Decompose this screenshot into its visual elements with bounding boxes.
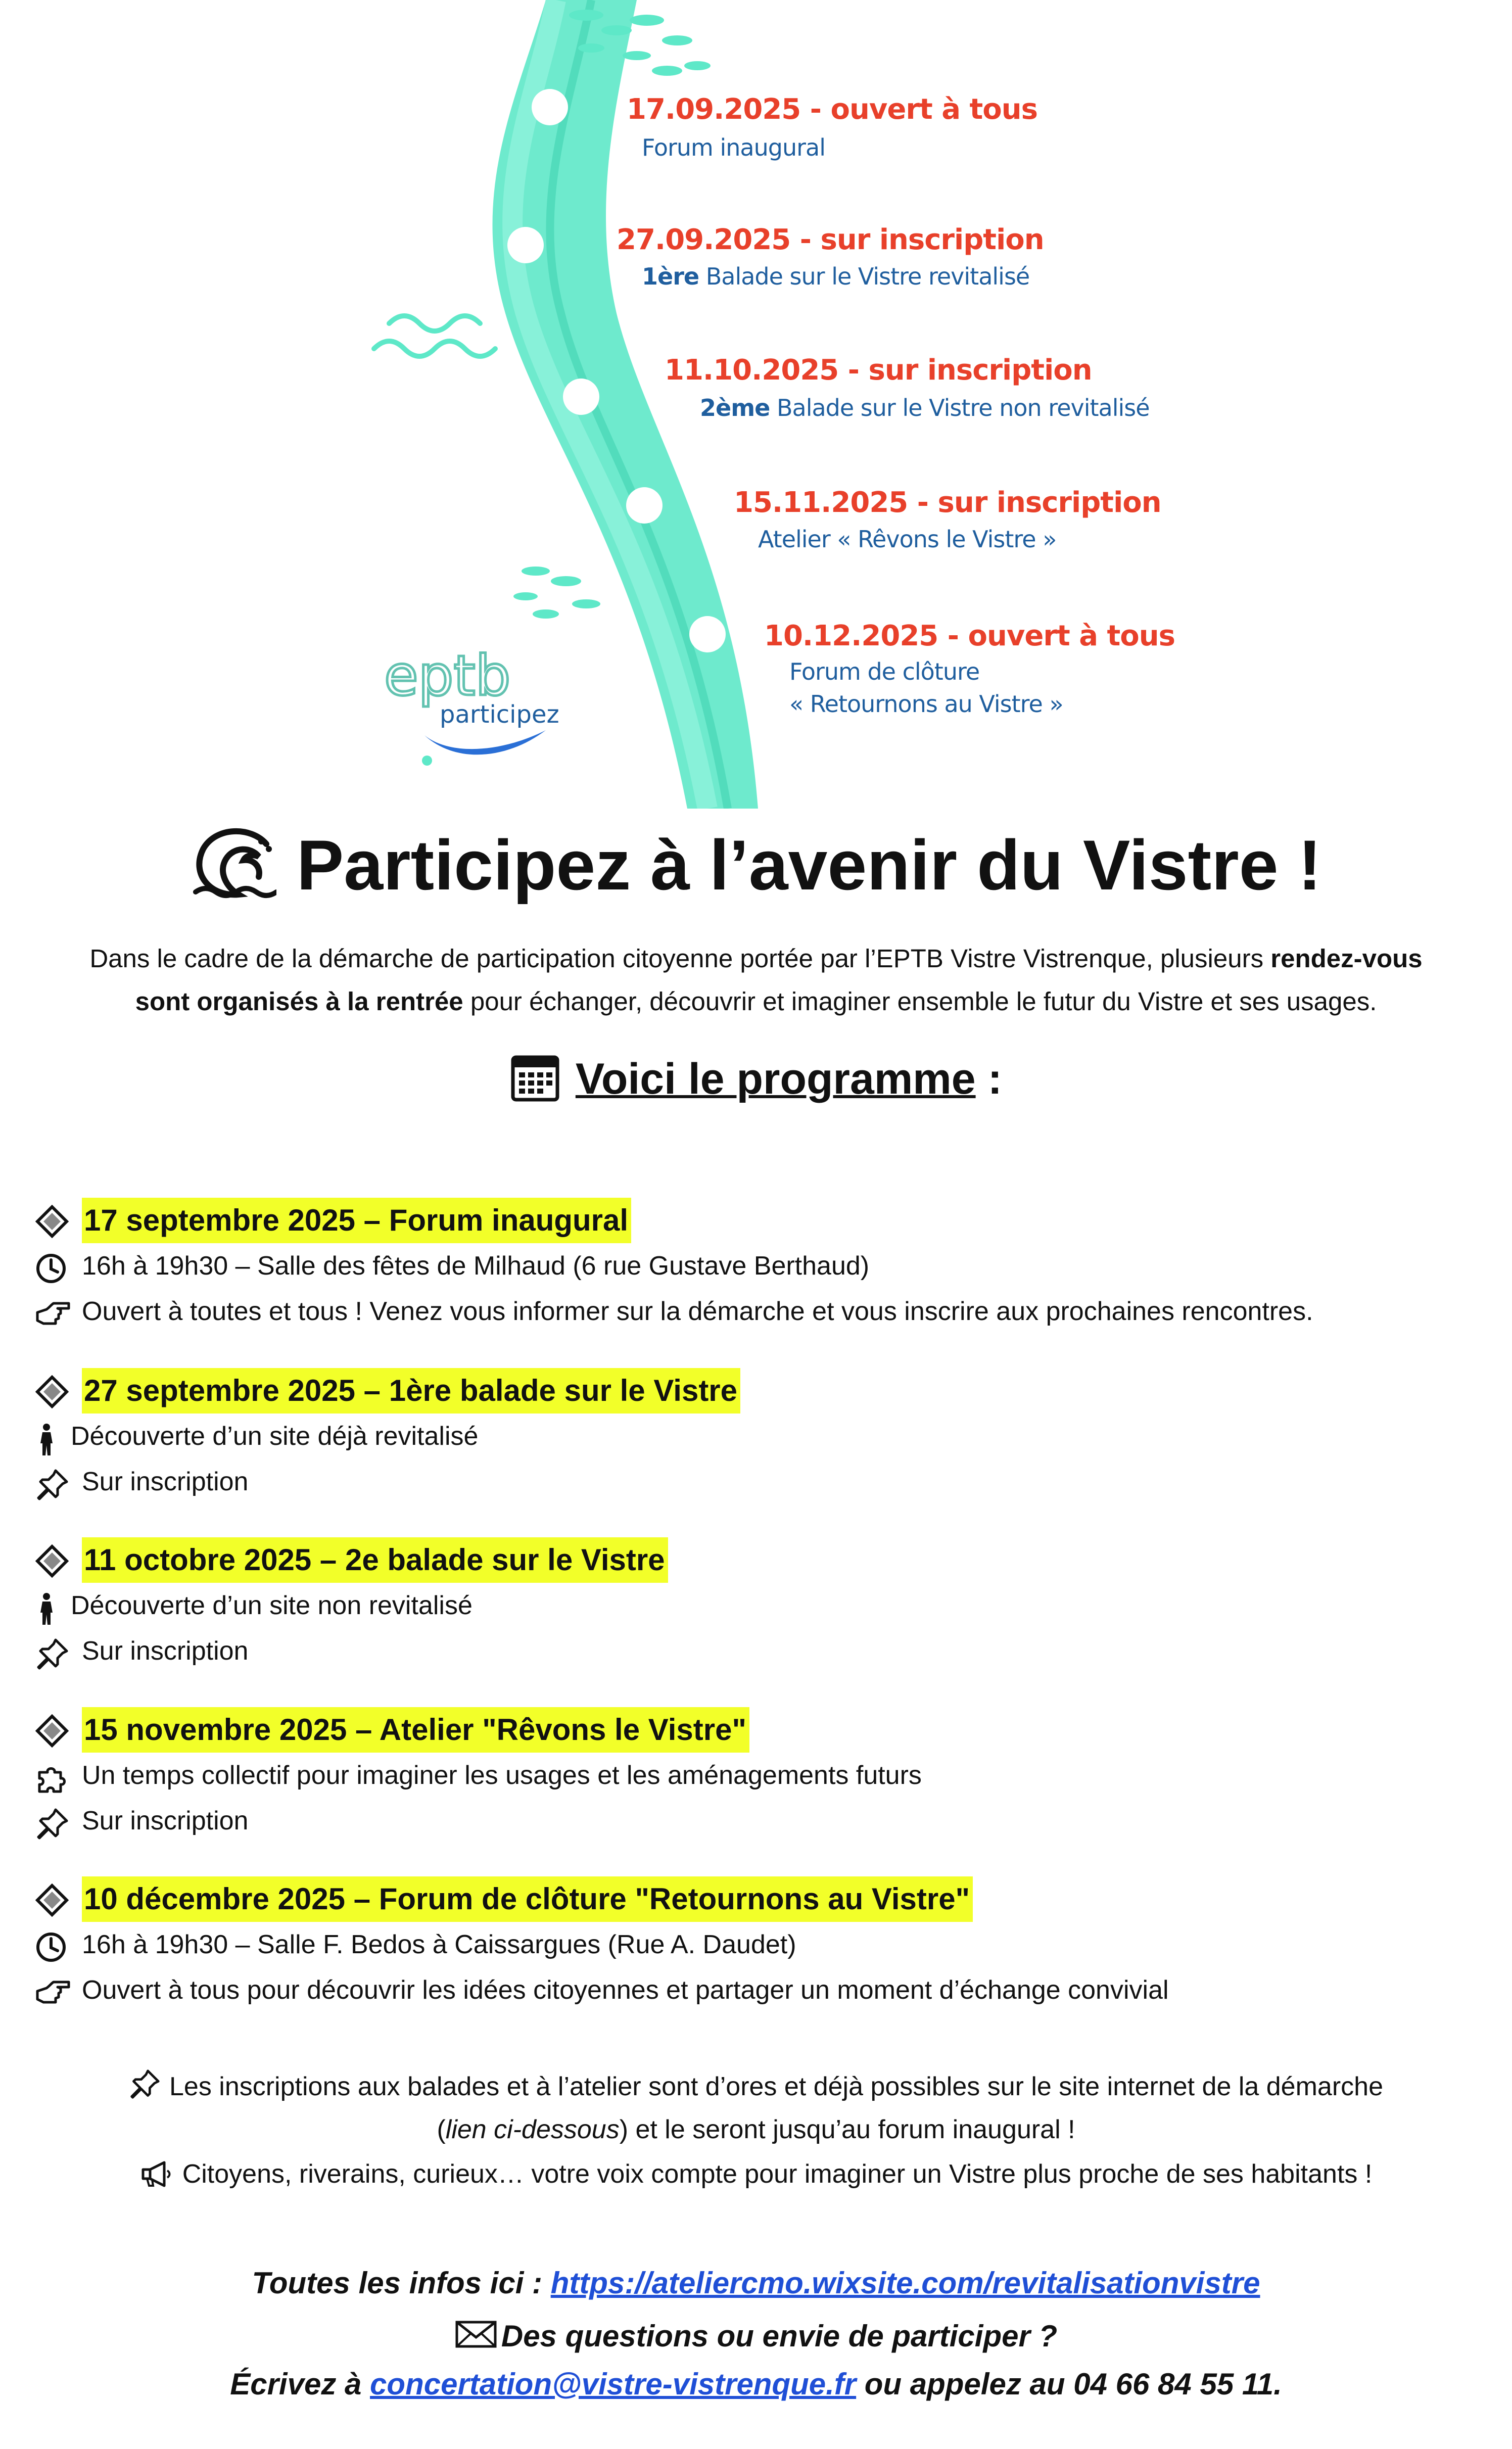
program-title-text: Voici le programme <box>575 1055 976 1103</box>
pushpin-icon <box>35 1638 69 1671</box>
timeline-sub-2: 1ère Balade sur le Vistre revitalisé <box>642 263 1030 290</box>
intro-line-2: sont organisés à la rentrée pour échanger, découvrir et imaginer ensemble le futur du Vistre et ses usages. <box>135 987 1377 1016</box>
timeline-sub-5: Forum de clôture <box>789 658 980 685</box>
note-registrations: Les inscriptions aux balades et à l’atelier sont d’ores et déjà possibles sur le site internet de la démarche <box>0 2064 1512 2109</box>
note-registrations-2: (lien ci-dessous) et le seront jusqu’au forum inaugural ! <box>437 2115 1075 2144</box>
timeline-date-2: 27.09.2025 - sur inscription <box>617 223 1044 256</box>
program-title: Voici le programme : <box>0 1051 1512 1107</box>
walking-person-icon <box>35 1423 58 1456</box>
calendar-icon <box>510 1052 560 1103</box>
note-citizens: Citoyens, riverains, curieux… votre voix compte pour imaginer un Vistre plus proche de ses habitants ! <box>0 2152 1512 2196</box>
timeline-sub-3: 2ème Balade sur le Vistre non revitalisé <box>700 394 1150 421</box>
intro-line-1: Dans le cadre de la démarche de participation citoyenne portée par l’EPTB Vistre Vistrenque, plusieurs rendez-vous <box>89 944 1423 973</box>
email-link[interactable]: concertation@vistre-vistrenque.fr <box>370 2367 857 2401</box>
envelope-icon <box>455 2319 497 2349</box>
logo-word-participez: participez <box>440 700 559 729</box>
diamond-icon <box>35 1883 69 1917</box>
megaphone-icon <box>140 2160 173 2188</box>
timeline-date-3: 11.10.2025 - sur inscription <box>665 354 1092 387</box>
diamond-icon <box>35 1375 69 1408</box>
pushpin-icon <box>35 1808 69 1841</box>
diamond-icon <box>35 1205 69 1238</box>
timeline-date-4: 15.11.2025 - sur inscription <box>734 486 1161 519</box>
pushpin-icon <box>35 1469 69 1502</box>
puzzle-icon <box>35 1762 69 1796</box>
diamond-icon <box>35 1544 69 1578</box>
page-title <box>0 824 1512 906</box>
footer-infos: Toutes les infos ici : https://ateliercmo.wixsite.com/revitalisationvistre <box>252 2266 1260 2300</box>
walking-person-icon <box>35 1592 58 1626</box>
footer-contact: Écrivez à concertation@vistre-vistrenque.fr ou appelez au 04 66 84 55 11. <box>230 2367 1282 2401</box>
timeline-sub-4: Atelier « Rêvons le Vistre » <box>758 526 1057 553</box>
timeline-date-1: 17.09.2025 - ouvert à tous <box>627 93 1037 126</box>
pointing-hand-icon <box>35 1298 71 1329</box>
timeline-sub-5b: « Retournons au Vistre » <box>789 690 1063 718</box>
event-poster <box>354 0 1183 809</box>
logo-word-eptb: eptb <box>384 643 511 708</box>
pushpin-icon <box>129 2069 160 2100</box>
diamond-icon <box>35 1714 69 1748</box>
timeline-sub-1: Forum inaugural <box>642 134 825 161</box>
wave-icon <box>191 824 276 900</box>
timeline-date-5: 10.12.2025 - ouvert à tous <box>764 620 1175 652</box>
pointing-hand-icon <box>35 1977 71 2007</box>
clock-icon <box>35 1932 67 1963</box>
clock-icon <box>35 1253 67 1284</box>
website-link[interactable]: https://ateliercmo.wixsite.com/revitalisationvistre <box>550 2266 1260 2300</box>
footer-question: Des questions ou envie de participer ? <box>0 2312 1512 2361</box>
eptb-logo <box>379 634 561 771</box>
page-title-text: Participez à l’avenir du Vistre ! <box>296 825 1322 905</box>
